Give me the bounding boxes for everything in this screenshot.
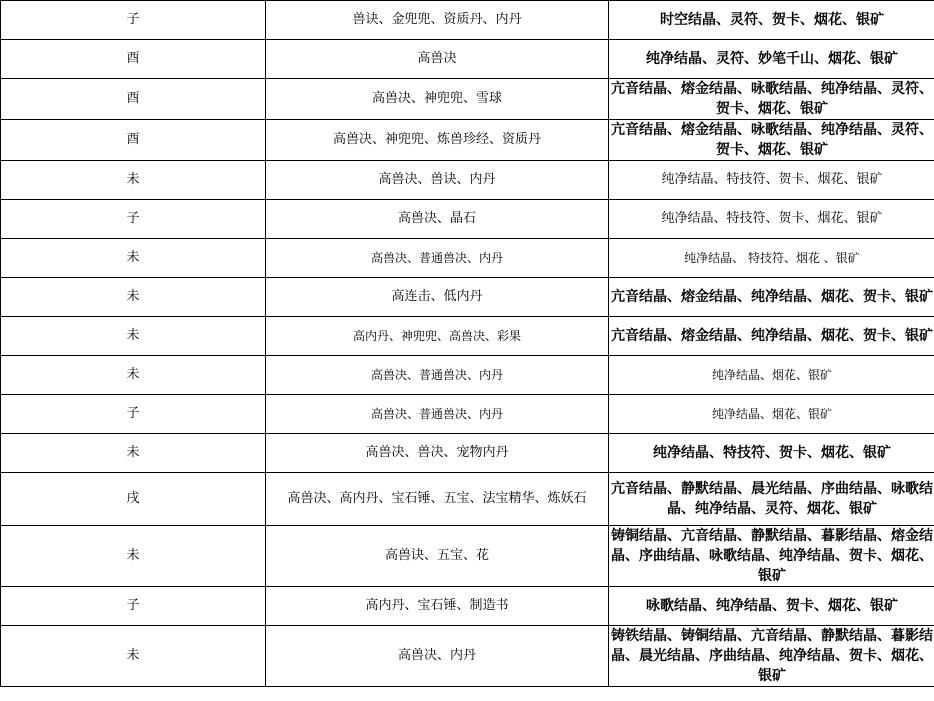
cell-time: 子 [1,200,266,239]
cell-time: 子 [1,587,266,626]
cell-rewards: 铸铜结晶、亢音结晶、静默结晶、暮影结晶、熔金结晶、序曲结晶、咏歌结晶、纯净结晶、贺卡、烟花、银矿 [609,526,934,587]
table-row [1,317,934,356]
cell-drops: 高兽决、普通兽决、内丹 [266,239,609,278]
cell-time: 子 [1,395,266,434]
cell-rewards: 时空结晶、灵符、贺卡、烟花、银矿 [609,1,934,40]
cell-drops: 高兽决、普通兽决、内丹 [266,395,609,434]
table-row [1,40,934,79]
table-row [1,526,934,587]
cell-drops: 高兽决 [266,40,609,79]
cell-time: 酉 [1,40,266,79]
cell-time: 未 [1,239,266,278]
cell-rewards: 亢音结晶、熔金结晶、咏歌结晶、纯净结晶、灵符、贺卡、烟花、银矿 [609,120,934,161]
cell-time: 戌 [1,473,266,526]
cell-time: 未 [1,356,266,395]
table-row [1,587,934,626]
cell-time: 未 [1,317,266,356]
table-row [1,79,934,120]
cell-rewards: 纯净结晶、特技符、贺卡、烟花、银矿 [609,161,934,200]
cell-drops: 高连击、低内丹 [266,278,609,317]
cell-time: 未 [1,434,266,473]
cell-drops: 高兽决、兽决、宠物内丹 [266,434,609,473]
cell-rewards: 咏歌结晶、纯净结晶、贺卡、烟花、银矿 [609,587,934,626]
cell-drops: 高兽决、普通兽决、内丹 [266,356,609,395]
cell-time: 酉 [1,120,266,161]
cell-time: 未 [1,278,266,317]
cell-time: 子 [1,1,266,40]
cell-drops: 高兽决、神兜兜、雪球 [266,79,609,120]
cell-rewards: 亢音结晶、熔金结晶、纯净结晶、烟花、贺卡、银矿 [609,317,934,356]
cell-drops: 高兽决、高内丹、宝石锤、五宝、法宝精华、炼妖石 [266,473,609,526]
cell-rewards: 亢音结晶、熔金结晶、纯净结晶、烟花、贺卡、银矿 [609,278,934,317]
table-row [1,626,934,687]
cell-drops: 高兽决、内丹 [266,626,609,687]
table-row [1,434,934,473]
cell-drops: 高内丹、宝石锤、制造书 [266,587,609,626]
cell-rewards: 纯净结晶、烟花、银矿 [609,395,934,434]
table-row [1,200,934,239]
cell-rewards: 纯净结晶、特技符、贺卡、烟花、银矿 [609,434,934,473]
cell-rewards: 亢音结晶、熔金结晶、咏歌结晶、纯净结晶、灵符、贺卡、烟花、银矿 [609,79,934,120]
cell-time: 未 [1,161,266,200]
table-row [1,473,934,526]
cell-time: 未 [1,626,266,687]
cell-rewards: 纯净结晶、特技符、贺卡、烟花、银矿 [609,200,934,239]
cell-time: 未 [1,526,266,587]
table-row [1,239,934,278]
cell-rewards: 纯净结晶、灵符、妙笔千山、烟花、银矿 [609,40,934,79]
cell-drops: 兽诀、金兜兜、资质丹、内丹 [266,1,609,40]
cell-drops: 高兽诀、五宝、花 [266,526,609,587]
table-body [1,1,934,687]
table-row [1,395,934,434]
table-row [1,161,934,200]
cell-time: 酉 [1,79,266,120]
table-row [1,278,934,317]
table-row [1,1,934,40]
cell-rewards: 纯净结晶、 特技符、烟花 、银矿 [609,239,934,278]
table-row [1,120,934,161]
cell-rewards: 纯净结晶、烟花、银矿 [609,356,934,395]
cell-drops: 高兽决、神兜兜、炼兽珍经、资质丹 [266,120,609,161]
cell-drops: 高内丹、神兜兜、高兽决、彩果 [266,317,609,356]
cell-rewards: 铸铁结晶、铸铜结晶、亢音结晶、静默结晶、暮影结晶、晨光结晶、序曲结晶、纯净结晶、贺卡、烟花、银矿 [609,626,934,687]
cell-drops: 高兽决、晶石 [266,200,609,239]
cell-rewards: 亢音结晶、静默结晶、晨光结晶、序曲结晶、咏歌结晶、纯净结晶、灵符、烟花、银矿 [609,473,934,526]
cell-drops: 高兽决、兽诀、内丹 [266,161,609,200]
table-row [1,356,934,395]
